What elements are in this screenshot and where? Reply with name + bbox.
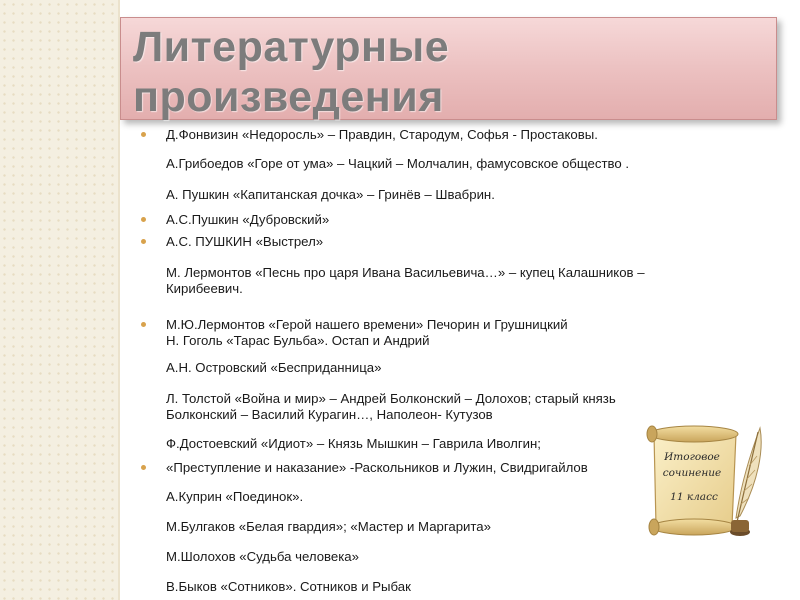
list-item-text: Н. Гоголь «Тарас Бульба». Остап и Андрий [166,333,430,348]
list-item [136,459,588,476]
list-item-text: М. Лермонтов «Песнь про царя Ивана Васильевича…» – купец Калашников – [166,265,645,280]
list-item-text: М.Шолохов «Судьба человека» [166,549,359,564]
list-item [136,488,303,505]
list-item-text: М.Булгаков «Белая гвардия»; «Мастер и Маргарита» [166,519,491,534]
list-item [136,548,359,565]
list-item [136,332,430,349]
list-item-text: М.Ю.Лермонтов «Герой нашего времени» Печорин и Грушницкий [166,317,568,332]
list-item [136,233,323,250]
list-item-text: А.Грибоедов «Горе от ума» – Чацкий – Молчалин, фамусовское общество . [166,156,630,171]
list-item [136,406,493,423]
list-item [136,280,243,297]
list-item-text: Л. Толстой «Война и мир» – Андрей Болконский – Долохов; старый князь [166,391,616,406]
slide-title [133,22,449,122]
list-item [136,578,411,595]
list-item-text: Болконский – Василий Курагин…, Наполеон- Кутузов [166,407,493,422]
list-item [136,186,495,203]
list-item [136,211,329,228]
list-item-text: А.С.Пушкин «Дубровский» [166,212,330,227]
scroll-label-line-3: 11 класс [670,491,718,503]
list-item-text: Ф.Достоевский «Идиот» – Князь Мышкин – Гаврила Иволгин; [166,436,541,451]
decorative-left-band [0,0,118,600]
list-item-text: В.Быков «Сотников». Сотников и Рыбак [166,579,411,594]
list-item-text: Кирибеевич. [166,281,243,296]
scroll-with-quill-icon [636,420,766,544]
list-item [136,264,645,281]
scroll-illustration [636,420,766,544]
list-item [136,390,616,407]
list-item-text: А.С. ПУШКИН «Выстрел» [166,234,324,249]
title-banner [120,17,777,120]
bullet-icon [141,239,146,244]
list-item-text: «Преступление и наказание» -Раскольников и Лужин, Свидригайлов [166,460,588,475]
bullet-icon [141,322,146,327]
bullet-icon [141,132,146,137]
bullet-icon [141,465,146,470]
list-item [136,359,381,376]
scroll-label-line-1: Итоговое [664,451,720,463]
list-item [136,316,568,333]
scroll-label-line-2: сочинение [662,467,722,479]
list-item-text: А.Куприн «Поединок». [166,489,304,504]
list-item-text: А. Пушкин «Капитанская дочка» – Гринёв – Швабрин. [166,187,495,202]
list-item [136,155,629,172]
list-item [136,126,598,143]
title-line-2: произведения [133,73,444,121]
bullet-icon [141,217,146,222]
list-item [136,435,541,452]
list-item-text: А.Н. Островский «Бесприданница» [166,360,382,375]
list-item [136,518,491,535]
title-line-1: Литературные [133,23,450,71]
list-item-text: Д.Фонвизин «Недоросль» – Правдин, Стародум, Софья - Простаковы. [166,127,598,142]
